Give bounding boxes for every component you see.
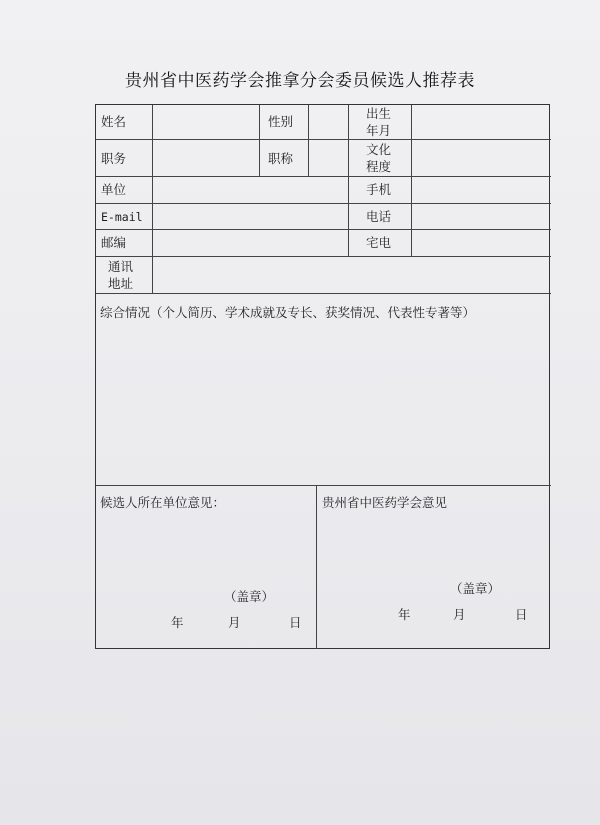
gender-field[interactable] xyxy=(309,105,348,139)
unit-date-year: 年 xyxy=(171,615,184,630)
society-date-year: 年 xyxy=(398,607,411,622)
postcode-field[interactable] xyxy=(153,230,348,256)
summary-heading: 综合情况（个人简历、学术成就及专长、获奖情况、代表性专著等） xyxy=(100,305,476,320)
name-label: 姓名 xyxy=(101,114,127,129)
name-field[interactable] xyxy=(153,105,259,139)
society-date-day: 日 xyxy=(515,607,528,622)
unit-label: 单位 xyxy=(101,182,127,197)
col-divider xyxy=(259,105,260,176)
unit-date-day: 日 xyxy=(289,615,302,630)
unit-seal-label: （盖章） xyxy=(224,589,275,604)
row-divider xyxy=(96,293,551,294)
mobile-label: 手机 xyxy=(366,182,392,197)
form-title: 贵州省中医药学会推拿分会委员候选人推荐表 xyxy=(125,71,475,91)
recommendation-form-table xyxy=(95,104,550,649)
unit-opinion-field[interactable] xyxy=(96,513,316,583)
col-divider xyxy=(348,105,349,256)
home-phone-field[interactable] xyxy=(412,230,551,256)
phone-label: 电话 xyxy=(366,209,392,224)
society-opinion-heading: 贵州省中医药学会意见 xyxy=(322,495,448,510)
education-label: 文化 程度 xyxy=(366,142,392,174)
education-field[interactable] xyxy=(412,140,551,176)
position-label: 职务 xyxy=(101,151,127,166)
unit-opinion-heading: 候选人所在单位意见： xyxy=(100,495,226,510)
unit-field[interactable] xyxy=(153,177,348,203)
title-rank-label: 职称 xyxy=(268,151,294,166)
row-divider xyxy=(96,485,551,486)
gender-label: 性别 xyxy=(268,114,294,129)
title-rank-field[interactable] xyxy=(309,140,348,176)
email-label: E-mail xyxy=(101,210,143,224)
summary-field[interactable] xyxy=(96,325,551,485)
position-field[interactable] xyxy=(153,140,259,176)
phone-field[interactable] xyxy=(412,204,551,229)
birth-date-label: 出生 年月 xyxy=(366,106,392,138)
birth-date-field[interactable] xyxy=(412,105,551,139)
address-field[interactable] xyxy=(153,257,551,293)
society-opinion-field[interactable] xyxy=(317,513,551,573)
home-phone-label: 宅电 xyxy=(366,235,392,250)
address-label: 通讯 地址 xyxy=(108,259,134,291)
society-date-month: 月 xyxy=(453,607,466,622)
society-seal-label: （盖章） xyxy=(450,581,501,596)
postcode-label: 邮编 xyxy=(101,235,127,250)
email-field[interactable] xyxy=(153,204,348,229)
unit-date-month: 月 xyxy=(228,615,241,630)
mobile-field[interactable] xyxy=(412,177,551,203)
